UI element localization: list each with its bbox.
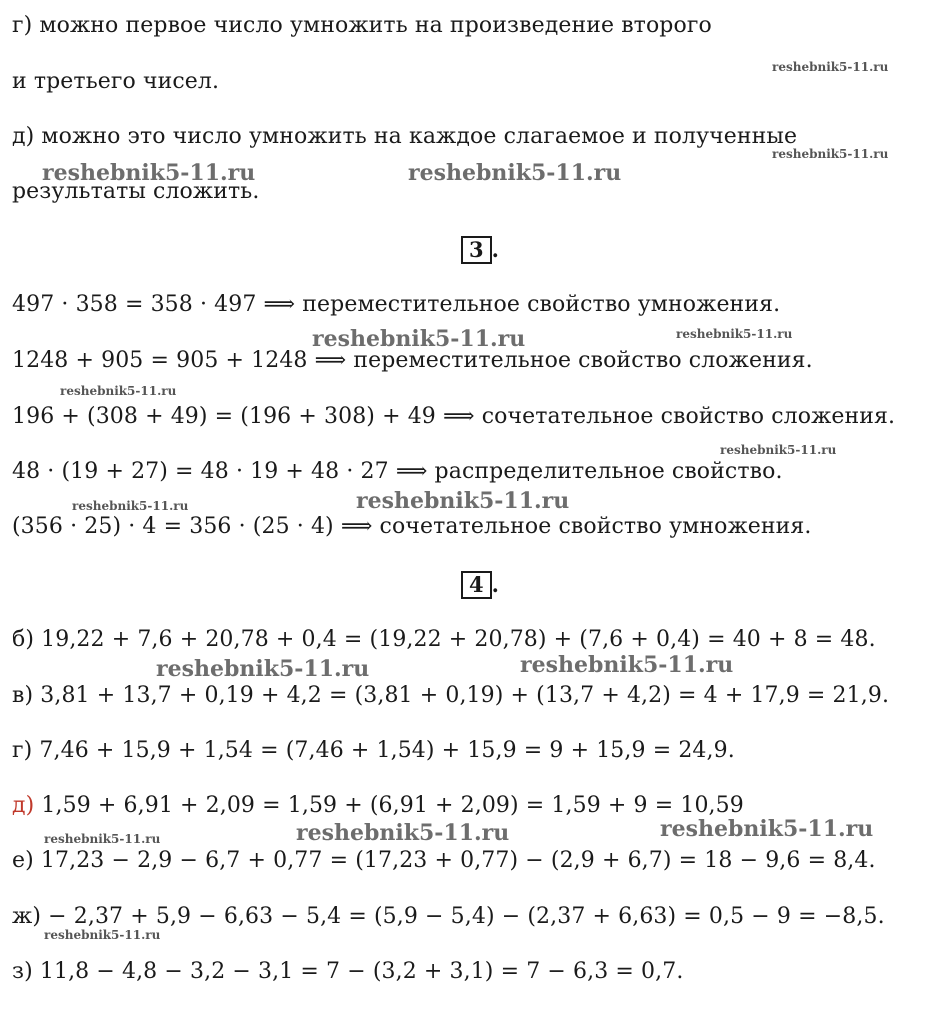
section-4-item-v bbox=[12, 682, 889, 710]
item-letter: г) bbox=[12, 738, 33, 763]
watermark: reshebnik5-11.ru bbox=[772, 60, 889, 74]
watermark: reshebnik5-11.ru bbox=[44, 928, 161, 942]
section-4-heading bbox=[461, 571, 499, 599]
watermark: reshebnik5-11.ru bbox=[156, 656, 370, 682]
watermark: reshebnik5-11.ru bbox=[60, 384, 177, 398]
item-expression: 7,46 + 15,9 + 1,54 = (7,46 + 1,54) + 15,9 = 9 + 15,9 = 24,9. bbox=[32, 738, 735, 763]
item-letter: ж) bbox=[12, 904, 42, 929]
section-4-dot: . bbox=[491, 572, 499, 597]
watermark: reshebnik5-11.ru bbox=[44, 832, 161, 846]
watermark: reshebnik5-11.ru bbox=[660, 816, 874, 842]
section-4-item-zh bbox=[12, 903, 885, 931]
section-4-item-z bbox=[12, 958, 683, 986]
item-letter: е) bbox=[12, 848, 34, 873]
section-4-item-g bbox=[12, 737, 735, 765]
watermark: reshebnik5-11.ru bbox=[772, 147, 889, 161]
section-3-line-4: 48 · (19 + 27) = 48 · 19 + 48 · 27 ⟹ распределительное свойство. bbox=[12, 459, 783, 484]
item-d-line-2: результаты сложить. bbox=[12, 179, 260, 204]
item-expression: − 2,37 + 5,9 − 6,63 − 5,4 = (5,9 − 5,4) − (2,37 + 6,63) = 0,5 − 9 = −8,5. bbox=[41, 904, 885, 929]
section-3-line-2: 1248 + 905 = 905 + 1248 ⟹ переместительное свойство сложения. bbox=[12, 348, 813, 373]
watermark: reshebnik5-11.ru bbox=[42, 160, 256, 186]
item-letter: в) bbox=[12, 683, 34, 708]
section-3-heading bbox=[461, 236, 499, 264]
item-d-line-1: д) можно это число умножить на каждое слагаемое и полученные bbox=[12, 124, 798, 149]
section-4-item-e bbox=[12, 847, 876, 875]
watermark: reshebnik5-11.ru bbox=[520, 652, 734, 678]
item-expression: 17,23 − 2,9 − 6,7 + 0,77 = (17,23 + 0,77) − (2,9 + 6,7) = 18 − 9,6 = 8,4. bbox=[33, 848, 876, 873]
item-expression: 19,22 + 7,6 + 20,78 + 0,4 = (19,22 + 20,78) + (7,6 + 0,4) = 40 + 8 = 48. bbox=[34, 627, 876, 652]
watermark: reshebnik5-11.ru bbox=[356, 488, 570, 514]
watermark: reshebnik5-11.ru bbox=[408, 160, 622, 186]
item-g-line-1: г) можно первое число умножить на произведение второго bbox=[12, 13, 712, 38]
watermark: reshebnik5-11.ru bbox=[676, 327, 793, 341]
section-4-item-b bbox=[12, 626, 876, 654]
item-expression: 11,8 − 4,8 − 3,2 − 3,1 = 7 − (3,2 + 3,1) = 7 − 6,3 = 0,7. bbox=[32, 959, 684, 984]
section-3-line-1: 497 · 358 = 358 · 497 ⟹ переместительное свойство умножения. bbox=[12, 292, 781, 317]
item-g-line-2: и третьего чисел. bbox=[12, 69, 220, 94]
item-letter: б) bbox=[12, 627, 35, 652]
item-expression: 3,81 + 13,7 + 0,19 + 4,2 = (3,81 + 0,19) + (13,7 + 4,2) = 4 + 17,9 = 21,9. bbox=[33, 683, 890, 708]
watermark: reshebnik5-11.ru bbox=[312, 326, 526, 352]
item-expression: 1,59 + 6,91 + 2,09 = 1,59 + (6,91 + 2,09) = 1,59 + 9 = 10,59 bbox=[34, 793, 744, 818]
watermark: reshebnik5-11.ru bbox=[720, 443, 837, 457]
item-letter: з) bbox=[12, 959, 33, 984]
section-3-number: 3 bbox=[461, 236, 492, 264]
section-4-number: 4 bbox=[461, 571, 492, 599]
watermark: reshebnik5-11.ru bbox=[296, 820, 510, 846]
item-letter-highlighted: д) bbox=[12, 793, 35, 818]
section-3-line-5: (356 · 25) · 4 = 356 · (25 · 4) ⟹ сочетательное свойство умножения. bbox=[12, 514, 812, 539]
section-3-line-3: 196 + (308 + 49) = (196 + 308) + 49 ⟹ сочетательное свойство сложения. bbox=[12, 404, 896, 429]
section-3-dot: . bbox=[491, 237, 499, 262]
watermark: reshebnik5-11.ru bbox=[72, 499, 189, 513]
section-4-item-d bbox=[12, 792, 744, 820]
